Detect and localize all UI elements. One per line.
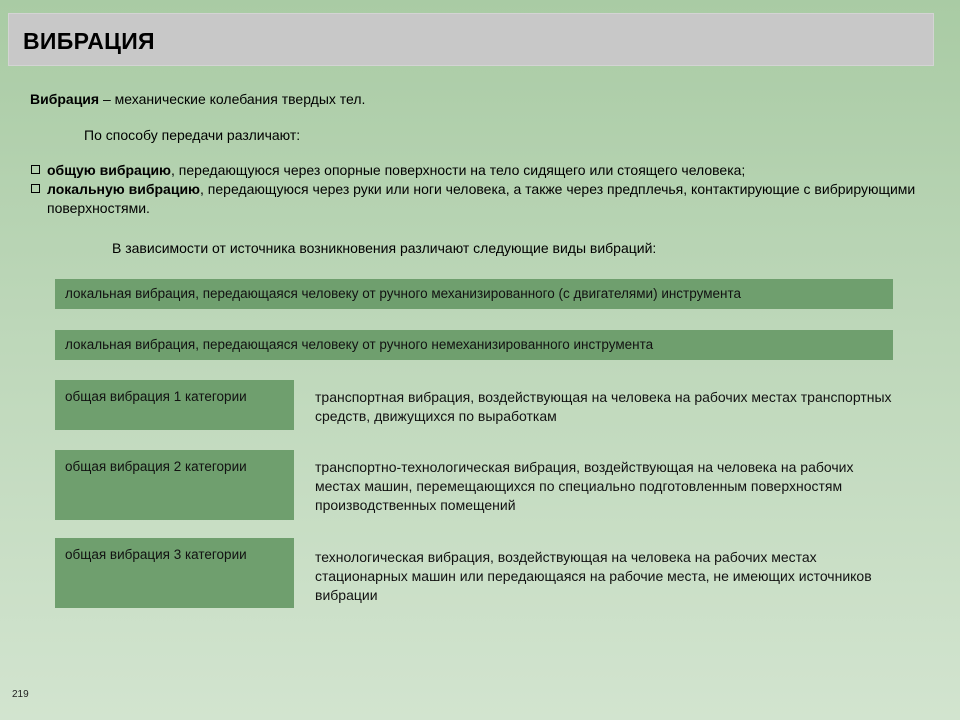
category-box: общая вибрация 1 категории <box>55 380 294 430</box>
list-item <box>30 180 925 218</box>
category-box: общая вибрация 2 категории <box>55 450 294 520</box>
definition-term: Вибрация <box>30 91 100 107</box>
list-item <box>30 161 925 180</box>
transmission-list <box>30 161 925 218</box>
title-bar <box>8 13 934 66</box>
local-vibration-box: локальная вибрация, передающаяся человеку от ручного механизированного (с двигателями) инструмента <box>55 279 893 309</box>
category-box: общая вибрация 3 категории <box>55 538 294 608</box>
category-description: транспортно-технологическая вибрация, воздействующая на человека на рабочих местах машин, перемещающихся по специально подготовленным поверхностям производственных помещений <box>315 459 854 513</box>
local-vibration-box: локальная вибрация, передающаяся человеку от ручного немеханизированного инструмента <box>55 330 893 360</box>
definition <box>30 91 365 107</box>
slide-title: ВИБРАЦИЯ <box>23 28 155 54</box>
bullet-term: общую вибрацию <box>47 162 172 178</box>
definition-text: – механические колебания твердых тел. <box>99 91 366 107</box>
category-description: технологическая вибрация, воздействующая на человека на рабочих местах стационарных машин или передающаяся на рабочие места, не имеющих источников вибрации <box>315 549 872 603</box>
page-number: 219 <box>12 689 29 700</box>
checkbox-bullet-icon <box>31 184 40 193</box>
bullet-text: , передающуюся через руки или ноги человека, а также через предплечья, контактирующие с вибрирующими поверхностями. <box>47 181 916 216</box>
bullet-text: , передающуюся через опорные поверхности на тело сидящего или стоящего человека; <box>171 162 746 178</box>
category-description: транспортная вибрация, воздействующая на человека на рабочих местах транспортных средств, движущихся по выработкам <box>315 389 892 424</box>
checkbox-bullet-icon <box>31 165 40 174</box>
bullet-term: локальную вибрацию <box>47 181 201 197</box>
sources-intro: В зависимости от источника возникновения различают следующие виды вибраций: <box>112 240 657 256</box>
transmission-intro: По способу передачи различают: <box>84 127 301 143</box>
